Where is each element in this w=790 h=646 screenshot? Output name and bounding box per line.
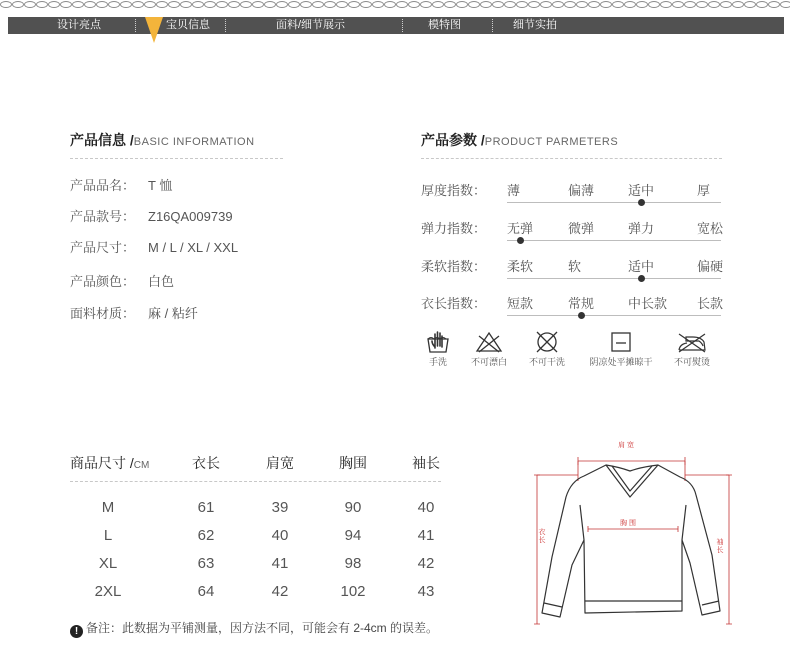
size-table-header-sleeve: 袖长 [412,455,440,471]
param-track [507,202,721,203]
info-value: Z16QA009739 [148,209,233,224]
info-row-material [70,303,198,322]
param-option: 长款 [697,296,724,311]
no-bleach-icon [475,330,503,354]
care-label: 不可干洗 [528,357,565,367]
size-table-header-chest: 胸围 [339,455,367,471]
size-cell: M [101,499,115,516]
param-label: 弹力指数： [421,221,487,236]
care-dry-flat [583,330,659,368]
care-label: 阴凉处平摊晾干 [589,357,653,367]
size-cell: 2XL [94,583,122,600]
measure-cell: 61 [197,499,215,516]
param-option: 厚 [697,183,711,198]
param-label: 柔软指数： [421,259,487,274]
nav-item-product-info[interactable]: 宝贝信息 [166,19,210,31]
param-option: 宽松 [697,221,724,236]
measure-cell: 98 [344,555,362,572]
product-info-heading [70,130,255,150]
nav-item-design[interactable]: 设计亮点 [57,19,101,31]
no-dry-clean-icon [534,330,560,354]
measure-cell: 42 [271,583,289,600]
care-label: 手洗 [428,357,447,367]
param-option: 偏薄 [568,183,595,198]
divider [70,158,283,159]
param-option: 无弹 [507,221,534,236]
care-hand-wash [423,330,453,368]
active-nav-pointer [145,17,163,43]
nav-item-fabric[interactable]: 面料/细节展示 [276,19,346,31]
info-label: 产品颜色： [70,274,136,289]
nav-separator [135,19,136,32]
param-selected-dot [517,237,524,244]
info-row-size [70,237,238,256]
care-label: 不可熨烫 [673,357,710,367]
measure-cell: 39 [271,499,289,516]
param-selected-dot [638,199,645,206]
measure-cell: 102 [340,583,366,600]
param-track [507,315,721,316]
note-text: 备注：此数据为平铺测量，因方法不同，可能会有 2-4cm 的误差。 [86,621,439,635]
diagram-label-sleeve: 袖长 [716,539,724,554]
nav-item-model[interactable]: 模特图 [428,19,461,31]
measure-cell: 64 [197,583,215,600]
product-info-title-en: BASIC INFORMATION [133,136,255,148]
param-option: 软 [568,259,582,274]
param-option: 适中 [628,259,655,274]
param-option: 柔软 [507,259,534,274]
size-table-header-size [70,453,149,473]
header-label: 商品尺寸 / [70,455,134,471]
product-params-title: 产品参数 / [421,132,485,148]
param-option: 短款 [507,296,534,311]
size-cell: L [103,527,113,544]
care-no-dry-clean [524,330,570,368]
param-option: 薄 [507,183,521,198]
measure-cell: 43 [417,583,435,600]
size-cell: XL [98,555,118,572]
nav-separator [492,19,493,32]
decorative-chain-border [0,0,790,9]
sweater-outline-icon [530,435,740,635]
param-option: 中长款 [628,296,668,311]
measure-cell: 90 [344,499,362,516]
measure-cell: 62 [197,527,215,544]
dry-flat-shade-icon [609,330,633,354]
param-option: 适中 [628,183,655,198]
param-label: 厚度指数： [421,183,487,198]
measure-cell: 41 [417,527,435,544]
warning-icon: ! [70,625,83,638]
nav-separator [225,19,226,32]
hand-wash-icon [425,330,451,354]
info-label: 产品尺寸： [70,240,136,255]
param-option: 弹力 [628,221,655,236]
diagram-label-chest: 胸 围 [620,520,636,527]
param-track [507,278,721,279]
size-table-header-length: 衣长 [192,455,220,471]
param-selected-dot [638,275,645,282]
no-iron-icon [675,330,709,354]
care-label: 不可漂白 [470,357,507,367]
divider [70,481,441,482]
product-params-title-en: PRODUCT PARMETERS [484,136,619,148]
section-nav-bar [8,17,784,34]
measure-cell: 63 [197,555,215,572]
measurement-note [70,619,438,638]
info-row-color [70,271,174,290]
param-option: 常规 [568,296,595,311]
info-value: T 恤 [148,178,173,193]
param-option: 偏硬 [697,259,724,274]
measure-cell: 40 [271,527,289,544]
info-row-name [70,175,172,194]
size-table-header-shoulder: 肩宽 [266,455,294,471]
nav-item-details[interactable]: 细节实拍 [513,19,557,31]
param-selected-dot [578,312,585,319]
divider [421,158,722,159]
diagram-label-length: 衣长 [538,529,546,544]
info-value: M / L / XL / XXL [148,240,239,255]
measurement-diagram [530,435,740,635]
param-label: 衣长指数： [421,296,487,311]
product-info-title: 产品信息 / [70,132,134,148]
param-option: 微弹 [568,221,595,236]
measure-cell: 42 [417,555,435,572]
info-value: 麻 / 粘纤 [148,306,198,321]
info-row-style-no [70,206,233,225]
info-value: 白色 [148,274,175,289]
info-label: 面料材质： [70,306,136,321]
measure-cell: 40 [417,499,435,516]
nav-separator [402,19,403,32]
measure-cell: 41 [271,555,289,572]
care-no-bleach [465,330,513,368]
info-label: 产品款号： [70,209,136,224]
product-params-heading [421,130,618,150]
info-label: 产品品名： [70,178,136,193]
diagram-label-shoulder: 肩 宽 [618,442,634,449]
care-no-iron [669,330,715,368]
unit-label: CM [133,460,150,471]
measure-cell: 94 [344,527,362,544]
param-track [507,240,721,241]
